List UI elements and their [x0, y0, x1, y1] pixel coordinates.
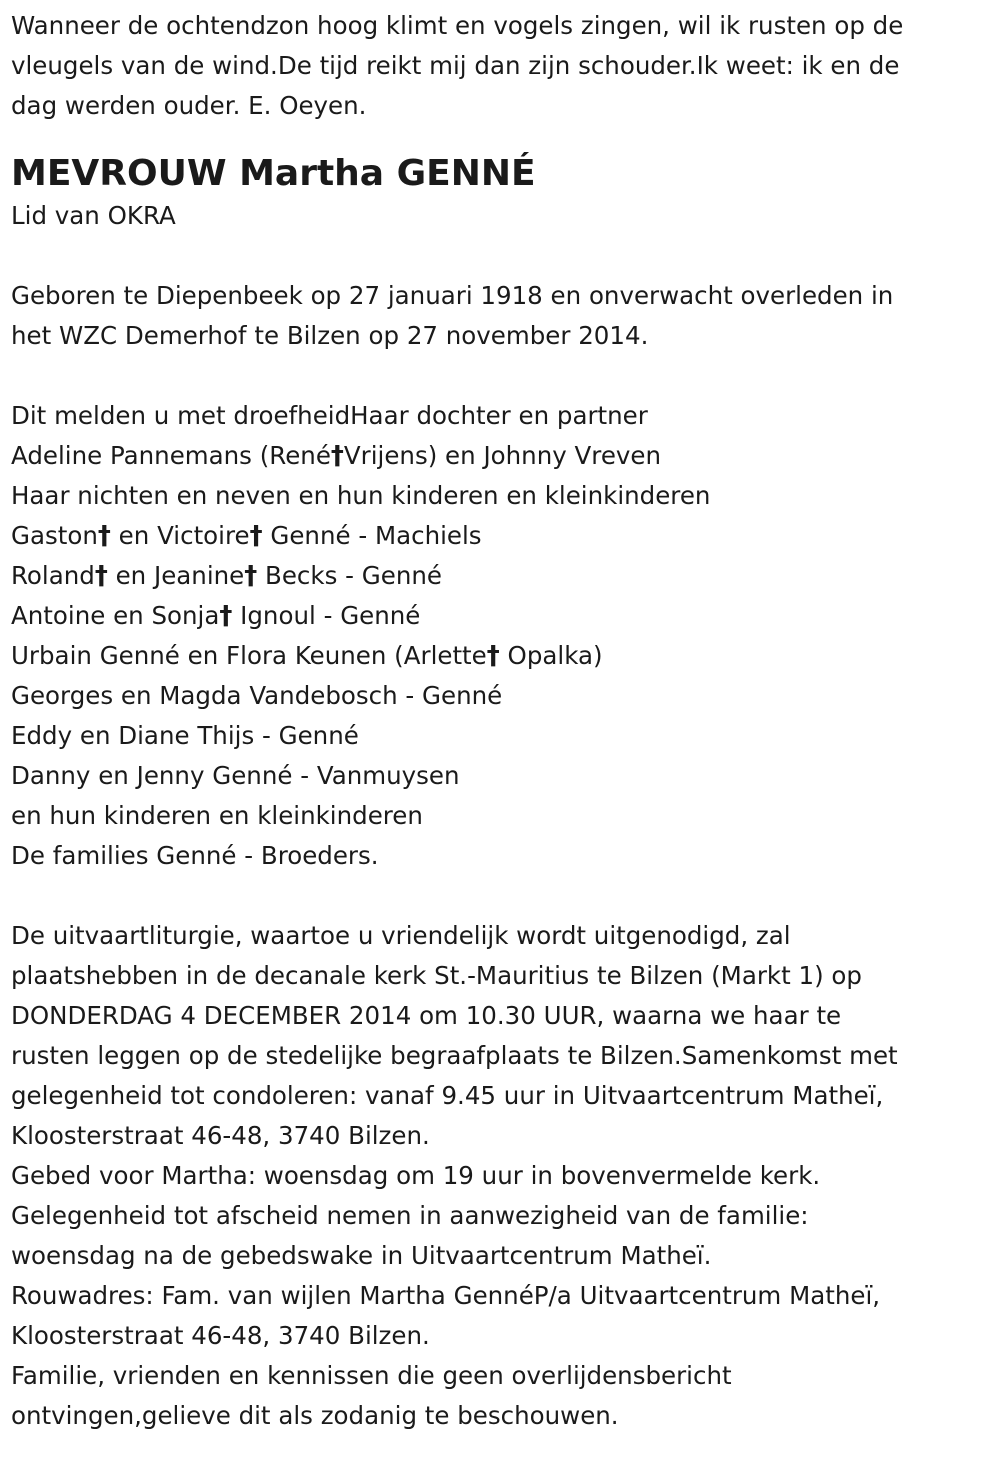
funeral-line: gelegenheid tot condoleren: vanaf 9.45 uur in Uitvaartcentrum Matheï,: [11, 1081, 884, 1110]
spacer: [11, 236, 990, 276]
family-line: [11, 436, 990, 476]
funeral-line: woensdag na de gebedswake in Uitvaartcentrum Matheï.: [11, 1241, 712, 1270]
intro-line: dag werden ouder. E. Oeyen.: [11, 91, 367, 120]
funeral-line: Kloosterstraat 46-48, 3740 Bilzen.: [11, 1121, 430, 1150]
family-line: Danny en Jenny Genné - Vanmuysen: [11, 761, 460, 790]
family-line: Georges en Magda Vandebosch - Genné: [11, 681, 503, 710]
family-line: Dit melden u met droefheidHaar dochter en partner: [11, 401, 648, 430]
family-text: Opalka): [499, 641, 603, 670]
cross-icon: †: [94, 561, 108, 591]
cross-icon: †: [486, 641, 500, 671]
family-line: [11, 556, 990, 596]
family-line: [11, 636, 990, 676]
family-text: Antoine en Sonja: [11, 601, 220, 630]
funeral-line: rusten leggen op de stedelijke begraafplaats te Bilzen.Samenkomst met: [11, 1041, 898, 1070]
family-line: Eddy en Diane Thijs - Genné: [11, 721, 359, 750]
funeral-line: Gebed voor Martha: woensdag om 19 uur in bovenvermelde kerk.: [11, 1161, 821, 1190]
family-text: Roland: [11, 561, 95, 590]
family-text: en Jeanine: [107, 561, 245, 590]
funeral-line: Rouwadres: Fam. van wijlen Martha GennéP/a Uitvaartcentrum Matheï,: [11, 1281, 881, 1310]
family-text: en Victoire: [110, 521, 250, 550]
obituary-title: MEVROUW Martha GENNÉ: [11, 153, 536, 194]
funeral-line: DONDERDAG 4 DECEMBER 2014 om 10.30 UUR, waarna we haar te: [11, 1001, 842, 1030]
birth-line: het WZC Demerhof te Bilzen op 27 november 2014.: [11, 321, 649, 350]
funeral-line: Familie, vrienden en kennissen die geen overlijdensbericht: [11, 1361, 732, 1390]
family-text: Adeline Pannemans (René: [11, 441, 331, 470]
family-text: Ignoul - Genné: [232, 601, 421, 630]
family-text: Vrijens) en Johnny Vreven: [343, 441, 661, 470]
funeral-line: Gelegenheid tot afscheid nemen in aanwezigheid van de familie:: [11, 1201, 809, 1230]
intro-line: Wanneer de ochtendzon hoog klimt en vogels zingen, wil ik rusten op de: [11, 11, 904, 40]
family-text: Becks - Genné: [257, 561, 442, 590]
family-text: Urbain Genné en Flora Keunen (Arlette: [11, 641, 487, 670]
obituary-subtitle: Lid van OKRA: [11, 201, 176, 230]
funeral-line: Kloosterstraat 46-48, 3740 Bilzen.: [11, 1321, 430, 1350]
cross-icon: †: [219, 601, 233, 631]
funeral-line: ontvingen,gelieve dit als zodanig te beschouwen.: [11, 1401, 619, 1430]
family-line: Haar nichten en neven en hun kinderen en kleinkinderen: [11, 481, 711, 510]
cross-icon: †: [244, 561, 258, 591]
birth-death-paragraph: [11, 276, 990, 356]
family-line: [11, 516, 990, 556]
intro-line: vleugels van de wind.De tijd reikt mij dan zijn schouder.Ik weet: ik en de: [11, 51, 900, 80]
family-line: De families Genné - Broeders.: [11, 841, 379, 870]
funeral-line: plaatshebben in de decanale kerk St.-Mauritius te Bilzen (Markt 1) op: [11, 961, 862, 990]
cross-icon: †: [97, 521, 111, 551]
cross-icon: †: [249, 521, 263, 551]
family-text: Gaston: [11, 521, 98, 550]
birth-line: Geboren te Diepenbeek op 27 januari 1918 en onverwacht overleden in: [11, 281, 894, 310]
spacer: [11, 876, 990, 916]
family-text: Genné - Machiels: [262, 521, 482, 550]
family-line: en hun kinderen en kleinkinderen: [11, 801, 423, 830]
family-list: [11, 396, 990, 876]
spacer: [11, 356, 990, 396]
cross-icon: †: [330, 441, 344, 471]
intro-poem: [11, 6, 990, 126]
family-line: [11, 596, 990, 636]
funeral-line: De uitvaartliturgie, waartoe u vriendelijk wordt uitgenodigd, zal: [11, 921, 791, 950]
funeral-details: [11, 916, 990, 1436]
